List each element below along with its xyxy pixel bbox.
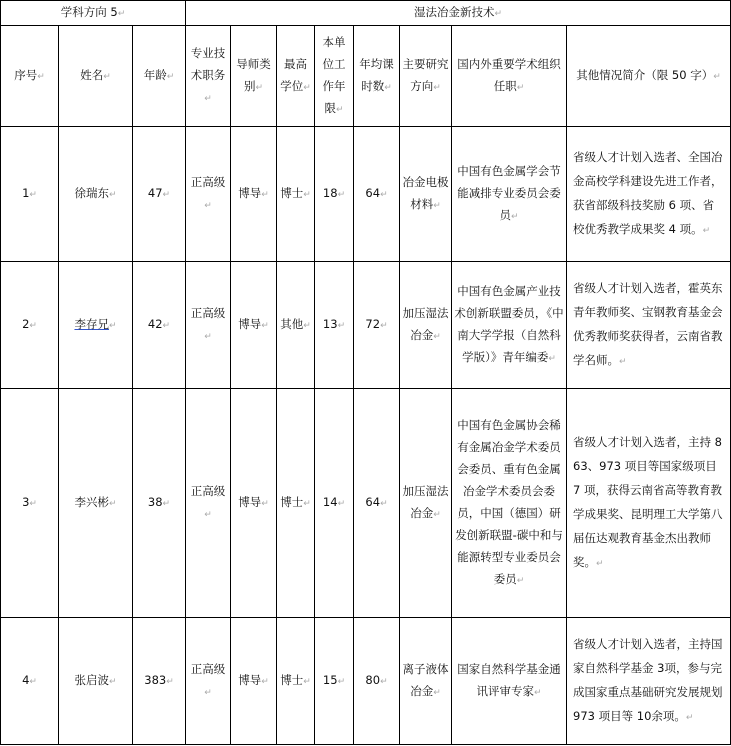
cell-degree: 博士↵ [277, 618, 315, 745]
cell-hours: 80↵ [354, 618, 400, 745]
cell-years: 18↵ [315, 127, 354, 262]
col-header-name: 姓名↵ [59, 26, 133, 127]
cell-advisor: 博导↵ [231, 618, 277, 745]
table-row [1, 618, 731, 745]
col-header-years: 本单位工作年限↵ [315, 26, 354, 127]
cell-age: 47↵ [133, 127, 186, 262]
discipline-name-cell: 湿法冶金新技术↵ [186, 1, 731, 26]
cell-hours: 64↵ [354, 389, 400, 618]
table-row [1, 262, 731, 389]
cell-title: 正高级↵ [186, 262, 231, 389]
col-header-age: 年龄↵ [133, 26, 186, 127]
cell-org: 中国有色金属产业技术创新联盟委员，《中南大学学报（自然科学版）》青年编委↵ [452, 262, 567, 389]
column-header-row [1, 26, 731, 127]
cell-hours: 64↵ [354, 127, 400, 262]
cell-years: 15↵ [315, 618, 354, 745]
cell-research: 冶金电极材料↵ [400, 127, 452, 262]
discipline-label: 学科方向 5 [60, 5, 118, 19]
discipline-label-cell: 学科方向 5↵ [1, 1, 186, 26]
col-header-title: 专业技术职务↵ [186, 26, 231, 127]
cell-other: 省级人才计划入选者，主持国家自然科学基金 3项，参与完成国家重点基础研究发展规划 973 项目等 10余项。↵ [567, 618, 731, 745]
discipline-header-row [1, 1, 731, 26]
cell-years: 14↵ [315, 389, 354, 618]
cell-years: 13↵ [315, 262, 354, 389]
col-header-advisor: 导师类别↵ [231, 26, 277, 127]
cell-research: 加压湿法冶金↵ [400, 389, 452, 618]
cell-title: 正高级↵ [186, 389, 231, 618]
table-row [1, 389, 731, 618]
cell-degree: 博士↵ [277, 127, 315, 262]
cell-advisor: 博导↵ [231, 262, 277, 389]
cell-research: 离子液体冶金↵ [400, 618, 452, 745]
cell-name: 徐瑞东↵ [59, 127, 133, 262]
table-row [1, 127, 731, 262]
cell-name: 李兴彬↵ [59, 389, 133, 618]
cell-other: 省级人才计划入选者、全国冶金高校学科建设先进工作者，获省部级科技奖励 6 项、省校优秀教学成果奖 4 项。↵ [567, 127, 731, 262]
cell-name: 张启波↵ [59, 618, 133, 745]
cell-age: 42↵ [133, 262, 186, 389]
cell-age: 383↵ [133, 618, 186, 745]
col-header-other: 其他情况简介（限 50 字）↵ [567, 26, 731, 127]
cell-degree: 博士↵ [277, 389, 315, 618]
cell-degree: 其他↵ [277, 262, 315, 389]
cell-other: 省级人才计划入选者，主持 863、973 项目等国家级项目 7 项，获得云南省高等教育教学成果奖、昆明理工大学第八届伍达观教育基金杰出教师奖。↵ [567, 389, 731, 618]
cell-index: 2↵ [1, 262, 59, 389]
cell-org: 国家自然科学基金通讯评审专家↵ [452, 618, 567, 745]
col-header-hours: 年均课时数↵ [354, 26, 400, 127]
cell-org: 中国有色金属学会节能减排专业委员会委员↵ [452, 127, 567, 262]
cell-advisor: 博导↵ [231, 389, 277, 618]
cell-title: 正高级↵ [186, 127, 231, 262]
cell-org: 中国有色金属协会稀有金属冶金学术委员会委员、重有色金属冶金学术委员会委员，中国（德国）研发创新联盟-碳中和与能源转型专业委员会委员↵ [452, 389, 567, 618]
cell-index: 3↵ [1, 389, 59, 618]
discipline-name: 湿法冶金新技术 [414, 5, 495, 19]
cell-hours: 72↵ [354, 262, 400, 389]
col-header-index: 序号↵ [1, 26, 59, 127]
cell-research: 加压湿法冶金↵ [400, 262, 452, 389]
cell-age: 38↵ [133, 389, 186, 618]
col-header-degree: 最高学位↵ [277, 26, 315, 127]
cell-advisor: 博导↵ [231, 127, 277, 262]
col-header-research: 主要研究方向↵ [400, 26, 452, 127]
cell-index: 4↵ [1, 618, 59, 745]
cell-name: 李存兄↵ [59, 262, 133, 389]
cell-index: 1↵ [1, 127, 59, 262]
col-header-org: 国内外重要学术组织任职↵ [452, 26, 567, 127]
cell-title: 正高级↵ [186, 618, 231, 745]
cell-other: 省级人才计划入选者，霍英东青年教师奖、宝钢教育基金会优秀教师奖获得者，云南省教学名师。↵ [567, 262, 731, 389]
